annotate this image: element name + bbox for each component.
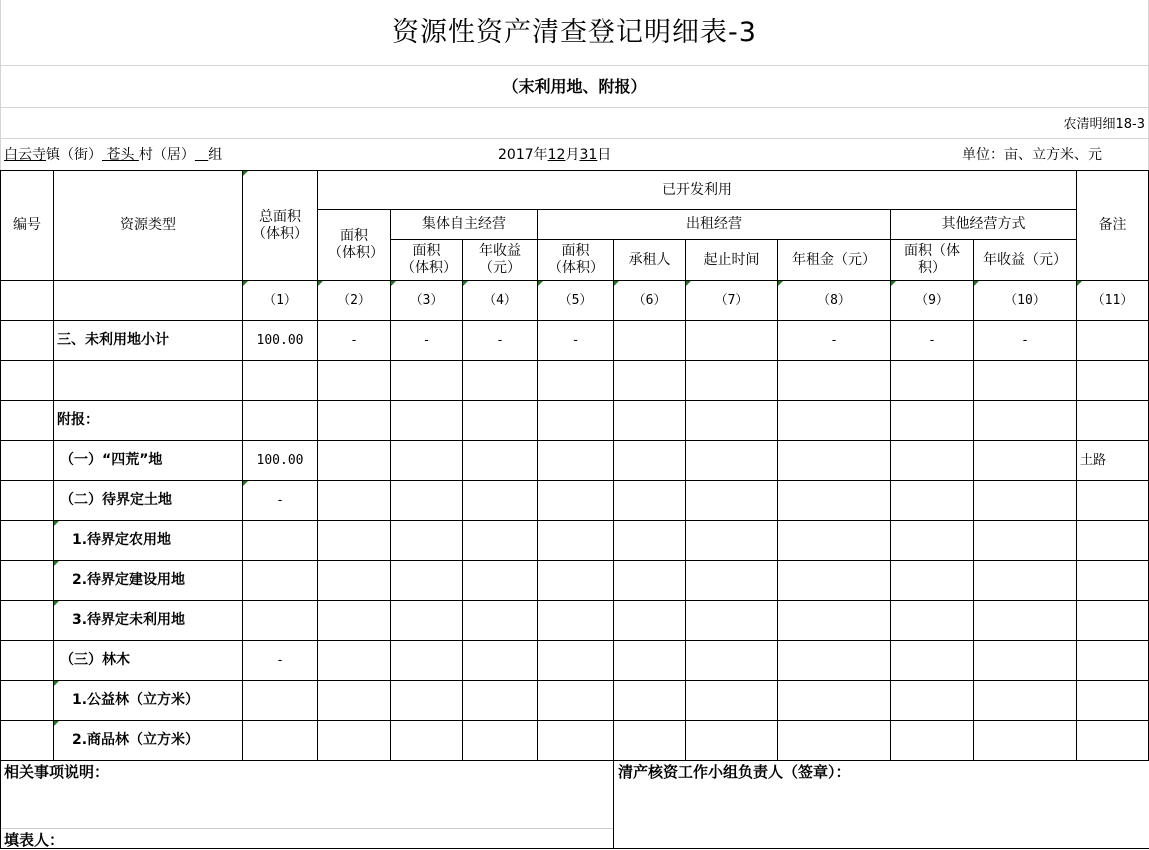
row-label: 2.商品林（立方米） [54, 721, 243, 761]
row-id-cell[interactable] [1, 441, 54, 481]
value-cell[interactable] [318, 601, 391, 641]
value-cell[interactable] [974, 521, 1077, 561]
value-cell[interactable] [891, 561, 974, 601]
group-suffix: 组 [208, 147, 223, 163]
header-other-area: 面积（体积） [891, 240, 974, 281]
column-number-cell: （3） [391, 281, 463, 321]
value-cell[interactable] [778, 401, 891, 441]
value-cell[interactable] [686, 441, 778, 481]
value-cell[interactable] [778, 441, 891, 481]
value-cell[interactable] [463, 441, 538, 481]
value-cell[interactable] [686, 641, 778, 681]
value-cell[interactable] [243, 521, 318, 561]
value-cell[interactable] [243, 561, 318, 601]
value-cell[interactable] [538, 401, 614, 441]
value-cell[interactable] [891, 361, 974, 401]
value-cell[interactable] [614, 401, 686, 441]
value-cell[interactable] [318, 521, 391, 561]
value-cell[interactable] [538, 601, 614, 641]
value-cell[interactable]: - [974, 321, 1077, 361]
value-cell[interactable]: 100.00 [243, 441, 318, 481]
column-number-row [1, 281, 1149, 321]
value-cell[interactable] [614, 601, 686, 641]
colnum-blank-type [54, 281, 243, 321]
value-cell[interactable] [318, 361, 391, 401]
header-rental: 出租经营 [538, 210, 891, 240]
value-cell[interactable] [391, 521, 463, 561]
value-cell[interactable] [614, 321, 686, 361]
header-resource-type: 资源类型 [54, 171, 243, 281]
row-id-cell[interactable] [1, 721, 54, 761]
value-cell[interactable] [686, 721, 778, 761]
value-cell[interactable] [614, 521, 686, 561]
value-cell[interactable] [686, 521, 778, 561]
value-cell[interactable] [778, 641, 891, 681]
row-id-cell[interactable] [1, 481, 54, 521]
remark-cell[interactable] [1077, 521, 1149, 561]
header-remarks: 备注 [1077, 171, 1149, 281]
date-year-char: 年 [533, 147, 548, 163]
town-suffix: 镇（街） [46, 147, 102, 163]
value-cell[interactable]: - [463, 321, 538, 361]
value-cell[interactable] [463, 641, 538, 681]
report-date [498, 142, 611, 168]
value-cell[interactable] [391, 481, 463, 521]
row-label: 1.公益林（立方米） [54, 681, 243, 721]
value-cell[interactable] [538, 721, 614, 761]
value-cell[interactable] [614, 481, 686, 521]
value-cell[interactable] [974, 721, 1077, 761]
value-cell[interactable] [778, 521, 891, 561]
value-cell[interactable] [974, 401, 1077, 441]
value-cell[interactable] [891, 401, 974, 441]
column-number-cell: （9） [891, 281, 974, 321]
value-cell[interactable] [463, 561, 538, 601]
column-number-cell: （1） [243, 281, 318, 321]
unit-label: 单位：亩、立方米、元 [962, 147, 1102, 163]
date-year: 2017 [498, 147, 534, 163]
column-number-cell: （5） [538, 281, 614, 321]
value-cell[interactable] [463, 721, 538, 761]
value-cell[interactable] [391, 401, 463, 441]
value-cell[interactable] [614, 441, 686, 481]
value-cell[interactable] [778, 681, 891, 721]
value-cell[interactable] [686, 361, 778, 401]
header-total-area: 总面积（体积） [243, 171, 318, 281]
remark-cell[interactable] [1077, 321, 1149, 361]
value-cell[interactable] [891, 481, 974, 521]
value-cell[interactable] [974, 441, 1077, 481]
village-name: 苍头 [102, 147, 139, 163]
value-cell[interactable] [686, 401, 778, 441]
row-id-cell[interactable] [1, 561, 54, 601]
value-cell[interactable] [891, 681, 974, 721]
value-cell[interactable] [891, 441, 974, 481]
value-cell[interactable]: - [243, 481, 318, 521]
value-cell[interactable] [391, 641, 463, 681]
value-cell[interactable] [538, 481, 614, 521]
row-label: 1.待界定农用地 [54, 521, 243, 561]
row-id-cell[interactable] [1, 681, 54, 721]
column-number-cell: （8） [778, 281, 891, 321]
value-cell[interactable] [614, 721, 686, 761]
value-cell[interactable] [318, 481, 391, 521]
table-row [1, 441, 1149, 481]
header-id: 编号 [1, 171, 54, 281]
value-cell[interactable] [318, 641, 391, 681]
date-day-char: 日 [597, 147, 612, 163]
form-code: 农清明细18-3 [1063, 117, 1145, 132]
footer-divider [613, 759, 614, 848]
value-cell[interactable] [243, 681, 318, 721]
header-area: 面积（体积） [318, 210, 391, 281]
value-cell[interactable] [614, 561, 686, 601]
value-cell[interactable] [614, 681, 686, 721]
value-cell[interactable] [538, 561, 614, 601]
value-cell[interactable] [891, 521, 974, 561]
value-cell[interactable] [974, 481, 1077, 521]
column-number-cell: （6） [614, 281, 686, 321]
remark-cell[interactable] [1077, 681, 1149, 721]
value-cell[interactable] [318, 401, 391, 441]
remark-cell[interactable] [1077, 561, 1149, 601]
value-cell[interactable] [391, 361, 463, 401]
value-cell[interactable] [686, 561, 778, 601]
value-cell[interactable] [243, 601, 318, 641]
header-other: 其他经营方式 [891, 210, 1077, 240]
value-cell[interactable] [974, 681, 1077, 721]
header-collective-area: 面积（体积） [391, 240, 463, 281]
table-row [1, 401, 1149, 441]
row-label: （三）林木 [54, 641, 243, 681]
value-cell[interactable] [778, 361, 891, 401]
table-row [1, 601, 1149, 641]
value-cell[interactable] [686, 681, 778, 721]
date-day: 31 [579, 147, 598, 163]
header-rental-area: 面积（体积） [538, 240, 614, 281]
value-cell[interactable]: - [318, 321, 391, 361]
filler-divider [1, 828, 613, 829]
row-label: 2.待界定建设用地 [54, 561, 243, 601]
value-cell[interactable]: - [778, 321, 891, 361]
value-cell[interactable] [974, 561, 1077, 601]
value-cell[interactable] [391, 561, 463, 601]
value-cell[interactable] [463, 681, 538, 721]
value-cell[interactable] [538, 361, 614, 401]
table-row [1, 521, 1149, 561]
page-title: 资源性资产清查登记明细表-3 [392, 17, 757, 48]
value-cell[interactable] [463, 601, 538, 641]
value-cell[interactable] [974, 601, 1077, 641]
table-row [1, 321, 1149, 361]
value-cell[interactable] [614, 361, 686, 401]
filler-label: 填表人： [4, 831, 65, 849]
remark-cell[interactable] [1077, 401, 1149, 441]
value-cell[interactable] [318, 441, 391, 481]
value-cell[interactable] [538, 681, 614, 721]
table-row [1, 721, 1149, 761]
value-cell[interactable] [974, 641, 1077, 681]
value-cell[interactable] [243, 361, 318, 401]
value-cell[interactable] [686, 481, 778, 521]
header-tenant: 承租人 [614, 240, 686, 281]
remark-cell[interactable] [1077, 361, 1149, 401]
value-cell[interactable] [891, 641, 974, 681]
value-cell[interactable] [538, 641, 614, 681]
table-row [1, 641, 1149, 681]
value-cell[interactable] [891, 601, 974, 641]
value-cell[interactable] [243, 721, 318, 761]
column-number-cell: （10） [974, 281, 1077, 321]
value-cell[interactable] [463, 401, 538, 441]
value-cell[interactable]: - [891, 321, 974, 361]
header-other-income: 年收益（元） [974, 240, 1077, 281]
value-cell[interactable] [891, 721, 974, 761]
row-label [54, 361, 243, 401]
header-developed: 已开发利用 [318, 171, 1077, 210]
remark-cell[interactable] [1077, 601, 1149, 641]
row-id-cell[interactable] [1, 601, 54, 641]
row-id-cell[interactable] [1, 361, 54, 401]
row-label: 3.待界定未利用地 [54, 601, 243, 641]
row-label: （二）待界定土地 [54, 481, 243, 521]
row-label: 附报： [54, 401, 243, 441]
asset-table [0, 170, 1149, 761]
column-number-cell: （11） [1077, 281, 1149, 321]
location-line [4, 142, 222, 168]
value-cell[interactable] [243, 401, 318, 441]
value-cell[interactable] [974, 361, 1077, 401]
header-annual-rent: 年租金（元） [778, 240, 891, 281]
value-cell[interactable] [686, 601, 778, 641]
remark-cell[interactable]: 土路 [1077, 441, 1149, 481]
value-cell[interactable] [391, 441, 463, 481]
group-name [195, 147, 208, 163]
row-label: （一）“四荒”地 [54, 441, 243, 481]
value-cell[interactable] [391, 721, 463, 761]
value-cell[interactable] [318, 681, 391, 721]
table-row [1, 561, 1149, 601]
value-cell[interactable]: - [243, 641, 318, 681]
village-suffix: 村（居） [138, 147, 195, 163]
value-cell[interactable] [778, 721, 891, 761]
table-row [1, 681, 1149, 721]
date-month: 12 [547, 147, 566, 163]
header-period: 起止时间 [686, 240, 778, 281]
value-cell[interactable]: - [538, 321, 614, 361]
footer-section [0, 759, 1149, 849]
header-collective-income: 年收益（元） [463, 240, 538, 281]
value-cell[interactable] [318, 721, 391, 761]
column-number-cell: （7） [686, 281, 778, 321]
notes-label: 相关事项说明： [4, 763, 110, 781]
value-cell[interactable] [463, 361, 538, 401]
row-id-cell[interactable] [1, 321, 54, 361]
town-name: 白云寺 [4, 147, 46, 163]
colnum-blank-id [1, 281, 54, 321]
column-number-cell: （4） [463, 281, 538, 321]
value-cell[interactable]: - [391, 321, 463, 361]
header-collective: 集体自主经营 [391, 210, 538, 240]
page-subtitle: （末利用地、附报） [502, 77, 647, 96]
row-id-cell[interactable] [1, 401, 54, 441]
table-row [1, 361, 1149, 401]
remark-cell[interactable] [1077, 641, 1149, 681]
row-id-cell[interactable] [1, 521, 54, 561]
value-cell[interactable] [614, 641, 686, 681]
value-cell[interactable] [463, 481, 538, 521]
value-cell[interactable] [391, 601, 463, 641]
row-label: 三、未利用地小计 [54, 321, 243, 361]
value-cell[interactable] [686, 321, 778, 361]
column-number-cell: （2） [318, 281, 391, 321]
value-cell[interactable] [463, 521, 538, 561]
row-id-cell[interactable] [1, 641, 54, 681]
value-cell[interactable] [318, 561, 391, 601]
remark-cell[interactable] [1077, 481, 1149, 521]
value-cell[interactable] [778, 601, 891, 641]
table-row [1, 481, 1149, 521]
value-cell[interactable]: 100.00 [243, 321, 318, 361]
value-cell[interactable] [538, 521, 614, 561]
value-cell[interactable] [391, 681, 463, 721]
value-cell[interactable] [538, 441, 614, 481]
value-cell[interactable] [778, 561, 891, 601]
leader-signature-label: 清产核资工作小组负责人（签章）： [618, 763, 851, 781]
value-cell[interactable] [778, 481, 891, 521]
date-month-char: 月 [565, 147, 580, 163]
remark-cell[interactable] [1077, 721, 1149, 761]
